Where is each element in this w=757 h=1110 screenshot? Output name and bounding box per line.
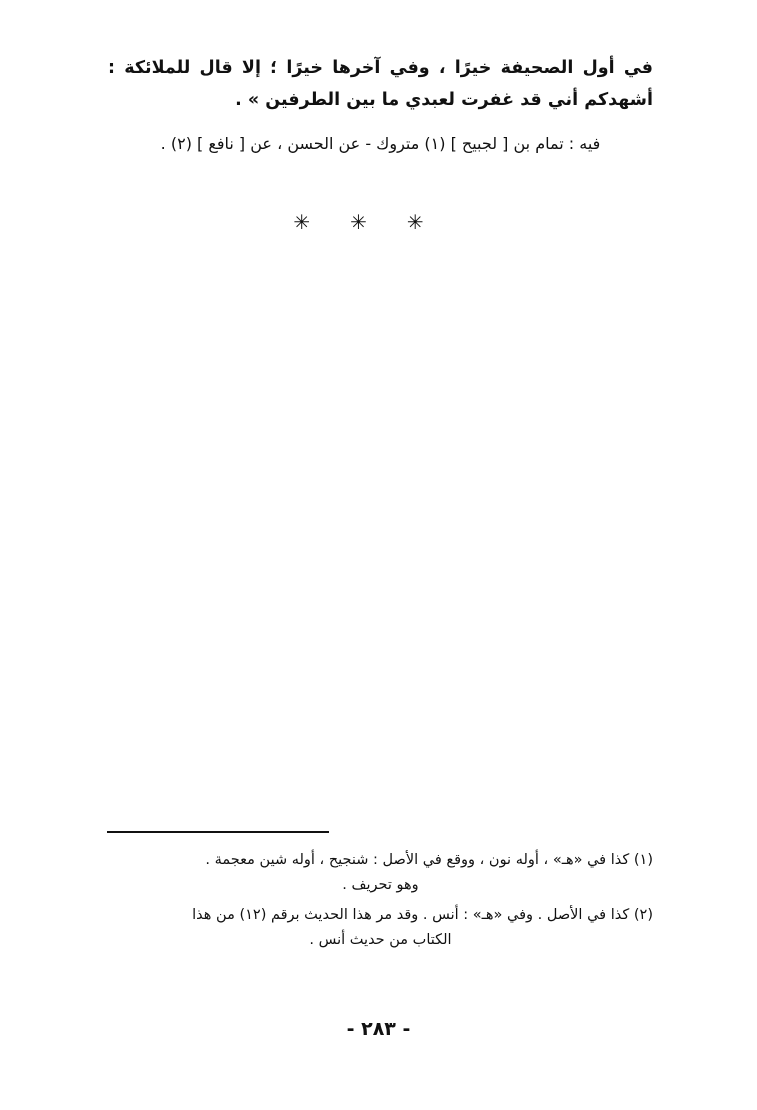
footnote-continuation: الكتاب من حديث أنس .	[309, 932, 452, 949]
body-paragraph	[108, 52, 653, 119]
footnote-separator-rule	[107, 831, 329, 833]
footnote-text: كذا في الأصل . وفي «هـ» : أنس . وقد مر هذا الحديث برقم (١٢) من هذا	[192, 906, 630, 923]
ornament-star-icon: ✳	[293, 210, 351, 234]
footnote-text: كذا في «هـ» ، أوله نون ، ووقع في الأصل : شنجيح ، أوله شين معجمة .	[205, 852, 630, 868]
ornament-star-icon: ✳	[406, 210, 464, 234]
footnotes-section	[108, 848, 653, 958]
footnote-item	[108, 903, 653, 954]
footnote-marker: (٢)	[633, 906, 653, 923]
footnote-marker: (١)	[633, 852, 653, 868]
footnote-item	[108, 848, 653, 899]
ornament-divider	[0, 210, 757, 234]
page-number: - ٢٨٣ -	[346, 1018, 411, 1040]
ornament-star-icon: ✳	[350, 210, 407, 234]
paragraph-1: في أول الصحيفة خيرًا ، وفي آخرها خيرًا ؛ إلا قال للملائكة : أشهدكم أني قد غفرت لعبدي ما بين الطرفين » .	[108, 58, 653, 111]
footnote-continuation: وهو تحريف .	[342, 877, 419, 894]
isnad-line: فيه : تمام بن [ لجبيح ] (١) متروك - عن الحسن ، عن [ نافع ] (٢) .	[160, 134, 601, 153]
